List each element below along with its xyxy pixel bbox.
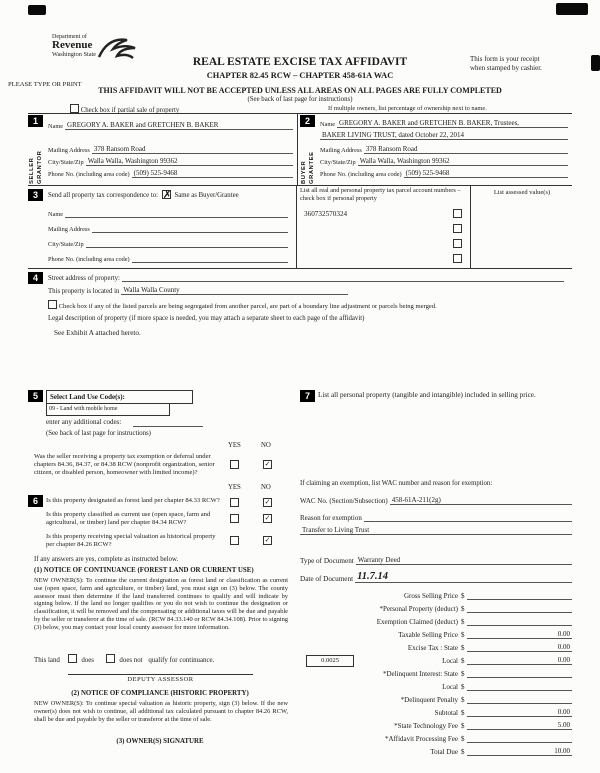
fee-amount-field[interactable]: [467, 625, 573, 626]
seller-section: [28, 113, 297, 185]
form-subtitle: CHAPTER 82.45 RCW – CHAPTER 458-61A WAC: [206, 71, 394, 80]
personal-property-label: List all personal property (tangible and intangible) included in selling price.: [318, 391, 536, 399]
dollar-sign: $: [461, 722, 465, 730]
historic-question: Is this property receiving special valuation as historical property per chapter 84.26 RCW?: [46, 533, 216, 548]
dollar-sign: $: [461, 657, 465, 665]
fee-amount-field[interactable]: [467, 599, 573, 600]
grantee-word: GRANTEE: [309, 151, 315, 184]
wac-row: [300, 494, 572, 505]
qualify-row: [34, 654, 214, 664]
exemption-no-checkbox[interactable]: ✓: [264, 460, 271, 468]
dollar-sign: $: [461, 605, 465, 613]
seller-city-row: [48, 155, 293, 166]
corr-phone-field[interactable]: [132, 262, 288, 263]
buyer-city-field[interactable]: Walla Walla, Washington 99362: [358, 157, 568, 166]
fee-row-delinquent-interest-state: [300, 667, 572, 678]
parcel-row-4: [304, 254, 462, 263]
fee-row-subtotal: [300, 706, 572, 717]
fee-label: *Personal Property (deduct): [379, 605, 458, 613]
fee-label: *Delinquent Penalty: [400, 696, 458, 704]
buyer-mailing-row: [320, 143, 568, 154]
scan-artifact: [556, 3, 588, 15]
segregated-label: Check box if any of the listed parcels are being segregated from another parcel, are part of a boundary line adjustment or parcels being merged.: [58, 303, 437, 310]
dollar-sign: $: [461, 735, 465, 743]
fee-amount-field[interactable]: 0.00: [467, 656, 573, 665]
type-of-document-field[interactable]: Warranty Deed: [356, 556, 572, 565]
street-address-field[interactable]: [122, 281, 564, 282]
does-label: does: [81, 657, 94, 664]
section3-number: 3: [28, 189, 43, 201]
buyer-phone-label: Phone No. (including area code): [320, 171, 402, 178]
notice-continuance-body: NEW OWNER(S): To continue the current designation as forest land or classification as current use (open space, farm and agriculture, or timber) land, you must sign on (3) below. The county assessor must then determine if the land transferred continues to qualify and will indicate by signing below. If the land no longer qualifies or you do not wish to continue the designation or classification, it will be removed and the compensating or additional taxes will be due and payable by the seller or transferor at the time of sale. (RCW 84.33.140 or RCW 84.34.108). Prior to signing (3) below, you may contact your local county assessor for more information.: [34, 577, 288, 631]
same-as-buyer-label: Same as Buyer/Grantee: [174, 192, 239, 199]
parcel-personal-checkbox[interactable]: [453, 239, 462, 248]
street-address-row: [48, 271, 564, 282]
corr-mailing-row: [48, 222, 288, 233]
forest-land-question: Is this property designated as forest land per chapter 84.33 RCW?: [46, 497, 220, 504]
buyer-name-row: [320, 117, 568, 128]
buyer-word: BUYER: [301, 160, 307, 184]
fee-row-affidavit-processing-fee: [300, 732, 572, 743]
correspondence-row: [48, 190, 239, 199]
section5-number: 5: [28, 390, 43, 402]
current-use-yes-checkbox[interactable]: [230, 514, 239, 523]
parcel-number[interactable]: 360732570324: [304, 209, 348, 218]
buyer-phone-field[interactable]: (509) 525-9468: [404, 169, 568, 178]
local-rate-box: 0.0025: [306, 655, 354, 667]
see-back-note-sec5: (See back of last page for instructions): [46, 430, 151, 437]
fee-label: Taxable Selling Price: [398, 631, 458, 639]
located-in-row: [48, 284, 348, 295]
same-as-buyer-checkbox[interactable]: ✗: [162, 188, 172, 201]
buyer-phone-row: [320, 167, 568, 178]
type-or-print-label: PLEASE TYPE OR PRINT: [8, 81, 82, 88]
dollar-sign: $: [461, 683, 465, 691]
deputy-assessor-label: DEPUTY ASSESSOR: [127, 676, 194, 683]
corr-mailing-field[interactable]: [92, 232, 288, 233]
parcel-personal-checkbox[interactable]: [453, 254, 462, 263]
section1-number: 1: [28, 115, 43, 127]
dollar-sign: $: [461, 748, 465, 756]
parcel-row-1: [304, 209, 462, 218]
corr-city-row: [48, 237, 288, 248]
type-of-document-label: Type of Document: [300, 557, 354, 565]
parcel-personal-checkbox[interactable]: [453, 224, 462, 233]
seller-mailing-field[interactable]: 378 Ransom Road: [92, 145, 293, 154]
partial-sale-label: Check box if partial sale of property: [80, 107, 180, 114]
land-use-code-label: Select Land Use Code(s):: [46, 390, 193, 404]
corr-city-field[interactable]: [86, 247, 288, 248]
exemption-yes-checkbox[interactable]: [230, 460, 239, 469]
fee-amount-field[interactable]: [467, 677, 573, 678]
exemption-question: Was the seller receiving a property tax exemption or deferral under chapters 84.36, 84.37, or 84.38 RCW (nonprofit organization, senior citizen, or disabled person, homeowner with limited income)?: [34, 453, 215, 476]
reason-label-row: [300, 511, 572, 522]
fee-label: Subtotal: [434, 709, 458, 717]
fee-table: [300, 589, 572, 764]
fee-row-gross: [300, 589, 572, 600]
located-county-field[interactable]: Walla Walla County: [121, 286, 348, 295]
buyer-city-row: [320, 155, 568, 166]
partial-sale-checkbox[interactable]: [70, 104, 79, 113]
dollar-sign: $: [461, 631, 465, 639]
buyer-mailing-field[interactable]: 378 Ransom Road: [364, 145, 568, 154]
seller-name-row: [48, 119, 293, 130]
fee-label: Local: [442, 683, 458, 691]
date-of-document-label: Date of Document: [300, 575, 354, 583]
agency-state-label: Washington State: [52, 51, 97, 58]
fee-amount-field[interactable]: [467, 703, 573, 704]
form-title: REAL ESTATE EXCISE TAX AFFIDAVIT: [192, 56, 408, 68]
fee-amount-field[interactable]: 5.00: [467, 721, 573, 730]
current-use-question: Is this property classified as current use (open space, farm and agricultural, or timber) land per chapter 84.34 RCW?: [46, 511, 211, 526]
assessed-values-header: List assessed value(s): [493, 189, 551, 196]
scan-artifact: [28, 5, 46, 15]
property-section: [28, 268, 572, 346]
fee-amount-field[interactable]: 0.00: [467, 643, 573, 652]
date-of-document-row: [300, 568, 572, 583]
reason-for-exemption-label: Reason for exemption: [300, 514, 362, 522]
seller-city-label: City/State/Zip: [48, 159, 84, 166]
fee-label: *Delinquent Interest: State: [382, 670, 458, 678]
continuance-section: [28, 478, 292, 773]
seller-phone-row: [48, 167, 293, 178]
send-correspondence-label: Send all property tax correspondence to:: [48, 192, 159, 199]
buyer-name-row2: [320, 129, 568, 140]
buyer-name-field2[interactable]: BAKER LIVING TRUST, dated October 22, 2014: [320, 131, 568, 140]
forest-yes-checkbox[interactable]: [230, 498, 239, 507]
fee-row-excise-state: [300, 641, 572, 652]
yes-column-header-sec6: YES: [228, 484, 241, 491]
date-of-document-field[interactable]: 11.7.14: [355, 571, 572, 583]
if-yes-note: If any answers are yes, complete as instructed below.: [34, 556, 179, 563]
seller-phone-label: Phone No. (including area code): [48, 171, 130, 178]
scan-artifact: [591, 55, 600, 71]
exemption-header: If claiming an exemption, list WAC number and reason for exemption:: [300, 480, 493, 487]
seller-name-label: Name: [48, 123, 64, 130]
fee-amount-field[interactable]: 0.00: [467, 708, 573, 717]
receipt-note-line2: when stamped by cashier.: [470, 64, 542, 73]
buyer-side-label: [301, 130, 315, 184]
notice-continuance-title: (1) NOTICE OF CONTINUANCE (FOREST LAND OR CURRENT USE): [34, 567, 254, 574]
corr-name-field[interactable]: [65, 217, 288, 218]
corr-mailing-label: Mailing Address: [48, 226, 90, 233]
seller-mailing-row: [48, 143, 293, 154]
dollar-sign: $: [461, 644, 465, 652]
warning-line: THIS AFFIDAVIT WILL NOT BE ACCEPTED UNLESS ALL AREAS ON ALL PAGES ARE FULLY COMPLETED: [98, 86, 502, 95]
land-use-section: [28, 390, 292, 490]
segregated-row: [48, 300, 564, 310]
notice-compliance-title: (2) NOTICE OF COMPLIANCE (HISTORIC PROPERTY): [71, 690, 249, 697]
additional-codes-field[interactable]: [133, 418, 203, 427]
no-column-header: NO: [261, 442, 271, 449]
reason-field-line2[interactable]: Transfer to Living Trust: [300, 526, 572, 535]
street-address-label: Street address of property:: [48, 275, 120, 282]
corr-phone-label: Phone No. (including area code): [48, 256, 130, 263]
agency-dept-label: Department of: [52, 34, 87, 40]
section4-number: 4: [28, 272, 43, 284]
parcel-row-3: [304, 239, 462, 248]
parcel-row-2: [304, 224, 462, 233]
fee-row-personal-property: [300, 602, 572, 613]
fee-label: *Affidavit Processing Fee: [385, 735, 458, 743]
fee-row-delinquent-interest-local: [300, 680, 572, 691]
qualify-prefix: This land: [34, 657, 60, 664]
correspondence-section: [28, 185, 572, 268]
corr-name-row: [48, 207, 288, 218]
does-not-checkbox[interactable]: [106, 654, 115, 663]
agency-wordmark: [52, 34, 96, 58]
fee-label: *State Technology Fee: [394, 722, 458, 730]
receipt-note: [470, 55, 582, 73]
legal-description-label: Legal description of property (if more space is needed, you may attach a separate sheet to each page of the affidavit): [48, 315, 365, 322]
land-use-code-field[interactable]: 09 - Land with mobile home: [46, 403, 170, 416]
fee-amount-field[interactable]: [467, 742, 573, 743]
see-back-note: (See back of last page for instructions): [247, 96, 353, 103]
parcel-header: List all real and personal property tax parcel account numbers – check box if personal property: [300, 187, 461, 202]
fee-row-total-due: [300, 745, 572, 756]
current-use-no-checkbox[interactable]: ✓: [264, 514, 271, 522]
fee-row-excise-local: [300, 654, 572, 665]
does-checkbox[interactable]: [68, 654, 77, 663]
section6-number: 6: [28, 495, 43, 507]
fee-amount-field[interactable]: [467, 690, 573, 691]
fee-amount-field[interactable]: 0.00: [467, 630, 573, 639]
fee-label: Exemption Claimed (deduct): [376, 618, 458, 626]
seller-mailing-label: Mailing Address: [48, 147, 90, 154]
corr-city-label: City/State/Zip: [48, 241, 84, 248]
buyer-section: [300, 113, 572, 185]
seller-name-field[interactable]: GREGORY A. BAKER and GRETCHEN B. BAKER: [65, 121, 293, 130]
fee-row-exemption-claimed: [300, 615, 572, 626]
legal-description-value[interactable]: See Exhibit A attached hereto.: [54, 329, 141, 337]
dollar-sign: $: [461, 670, 465, 678]
fee-label: Gross Selling Price: [403, 592, 458, 600]
multiple-owners-note: If multiple owners, list percentage of ownership next to name.: [328, 105, 487, 112]
does-not-label: does not: [119, 657, 143, 664]
fee-row-delinquent-penalty: [300, 693, 572, 704]
type-of-document-row: [300, 554, 572, 565]
notice-compliance-body: NEW OWNER(S): To continue special valuation as historic property, sign (3) below. If the new owner(s) does not wish to continue, all additional tax calculated pursuant to chapter 84.26 RCW, shall be due and payable by the seller or transferor at the time of sale.: [34, 700, 288, 723]
dollar-sign: $: [461, 696, 465, 704]
seller-side-label: [29, 130, 43, 184]
additional-codes-label: enter any additional codes:: [46, 418, 122, 426]
located-in-label: This property is located in: [48, 288, 120, 295]
receipt-note-line1: This form is your receipt: [470, 55, 540, 63]
agency-name-label: Revenue: [52, 39, 93, 51]
seller-word: SELLER: [29, 157, 35, 184]
qualify-suffix: qualify for continuance.: [148, 657, 215, 664]
historic-no-checkbox[interactable]: ✓: [264, 536, 271, 544]
buyer-name-label: Name: [320, 121, 336, 128]
historic-yes-checkbox[interactable]: [230, 536, 239, 545]
fee-label: Excise Tax : State: [407, 644, 458, 652]
dollar-sign: $: [461, 592, 465, 600]
section7-number: 7: [300, 390, 315, 402]
yes-column-header: YES: [228, 442, 241, 449]
corr-phone-row: [48, 252, 288, 263]
forest-no-checkbox[interactable]: ✓: [264, 498, 271, 506]
seller-city-field[interactable]: Walla Walla, Washington 99362: [86, 157, 293, 166]
dollar-sign: $: [461, 618, 465, 626]
fee-amount-field[interactable]: 10.00: [467, 747, 573, 756]
segregated-checkbox[interactable]: [48, 300, 57, 309]
no-column-header-sec6: NO: [261, 484, 271, 491]
section2-number: 2: [300, 115, 315, 127]
buyer-mailing-label: Mailing Address: [320, 147, 362, 154]
owners-signature-label: (3) OWNER(S) SIGNATURE: [116, 738, 204, 745]
fee-label: Total Due: [430, 748, 458, 756]
corr-name-label: Name: [48, 211, 64, 218]
grantor-word: GRANTOR: [37, 150, 43, 184]
buyer-city-label: City/State/Zip: [320, 159, 356, 166]
wac-field[interactable]: 458-61A-211(2g): [390, 496, 572, 505]
divider-seller-buyer: [297, 113, 298, 185]
dollar-sign: $: [461, 709, 465, 717]
reason-value-row: [300, 524, 572, 535]
wac-label: WAC No. (Section/Subsection): [300, 497, 388, 505]
fee-row-state-technology-fee: [300, 719, 572, 730]
fee-amount-field[interactable]: [467, 612, 573, 613]
parcel-personal-checkbox[interactable]: [453, 209, 462, 218]
fee-label: Local: [442, 657, 458, 665]
reason-field-line1[interactable]: [364, 521, 572, 522]
deputy-assessor-signature-line[interactable]: [68, 674, 253, 675]
buyer-name-field[interactable]: GREGORY A. BAKER and GRETCHEN B. BAKER, Trustees,: [337, 119, 568, 128]
fee-row-taxable: [300, 628, 572, 639]
seller-phone-field[interactable]: (509) 525-9468: [132, 169, 293, 178]
